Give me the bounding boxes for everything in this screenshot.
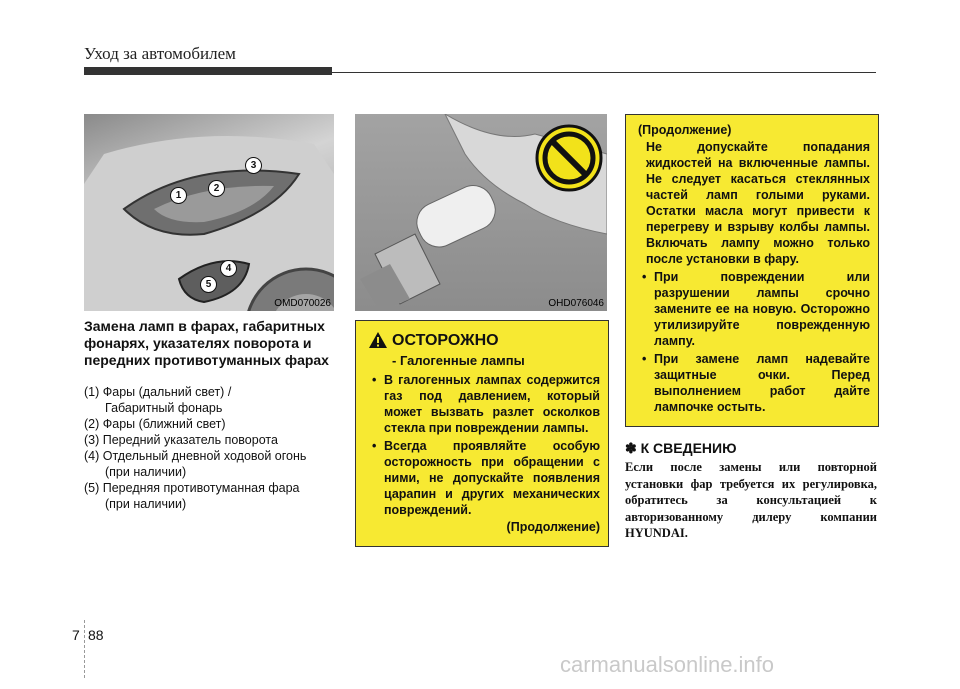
list-item: (2) Фары (ближний свет) [84,417,226,431]
continued-label: (Продолжение) [506,520,600,534]
warning-box [355,320,609,547]
warning-icon [368,331,388,354]
watermark: carmanualsonline.info [560,652,775,677]
list-item: (1) Фары (дальний свет) / Габаритный фонарь [84,385,232,415]
warning-bullet: • Всегда проявляйте особую осторожность при обращении с ними, не допускайте появления царапин и других механических повреждений. [364,438,600,518]
page-header-title: Уход за автомобилем [84,44,236,63]
page-number: 88 [88,627,104,643]
callout-3: 3 [245,157,262,174]
list-item: (5) Передняя противотуманная фара (при наличии) [84,481,300,511]
list-item: (4) Отдельный дневной ходовой огонь (при наличии) [84,449,307,479]
figure-code: OHD076046 [548,298,604,309]
headlamp-photo [84,114,334,311]
figure-code: OMD070026 [274,298,331,309]
info-text: Если после замены или повторной установки фар требуется их регулировка, обратитесь за консультацией к авторизованному дилеру компании HYUNDAI. [625,460,877,540]
parts-list [84,384,344,512]
header-rule-thin [332,72,876,73]
callout-1: 1 [170,187,187,204]
warning-bullet: • При повреждении или разрушении лампы срочно замените ее на новую. Осторожно утилизируйте поврежденную лампу. [634,269,870,349]
callout-5: 5 [200,276,217,293]
info-title: ✽ К СВЕДЕНИЮ [625,440,737,456]
callout-4: 4 [220,260,237,277]
section-title: Замена ламп в фарах, габаритных фонарях, указателях поворота и передних противотуманных фарах [84,318,329,368]
warning-bullet: • При замене ламп надевайте защитные очки. Перед выполнением работ дайте лампочке остыть. [634,351,870,415]
warning-continued-box [625,114,879,427]
warning-bullet: • В галогенных лампах содержится газ под давлением, который может вызвать разлет осколков стекла при повреждении лампы. [364,372,600,436]
chapter-number: 7 [72,627,80,643]
warning-title: ОСТОРОЖНО [392,332,499,349]
prohibition-icon [533,122,605,194]
bulb-photo [355,114,607,311]
continued-heading: (Продолжение) [638,123,732,137]
list-item: (3) Передний указатель поворота [84,433,278,447]
callout-2: 2 [208,180,225,197]
warning-intro: Не допускайте попадания жидкостей на включенные лампы. Не следует касаться стеклянных частей ламп голыми руками. Остатки масла могут привести к перегреву и взрыву колбы лампы. Включать лампу можно только после установки в фару. [646,140,870,266]
warning-subtitle: - Галогенные лампы [392,353,525,368]
header-rule-thick [84,67,332,75]
footer-divider [84,620,85,678]
